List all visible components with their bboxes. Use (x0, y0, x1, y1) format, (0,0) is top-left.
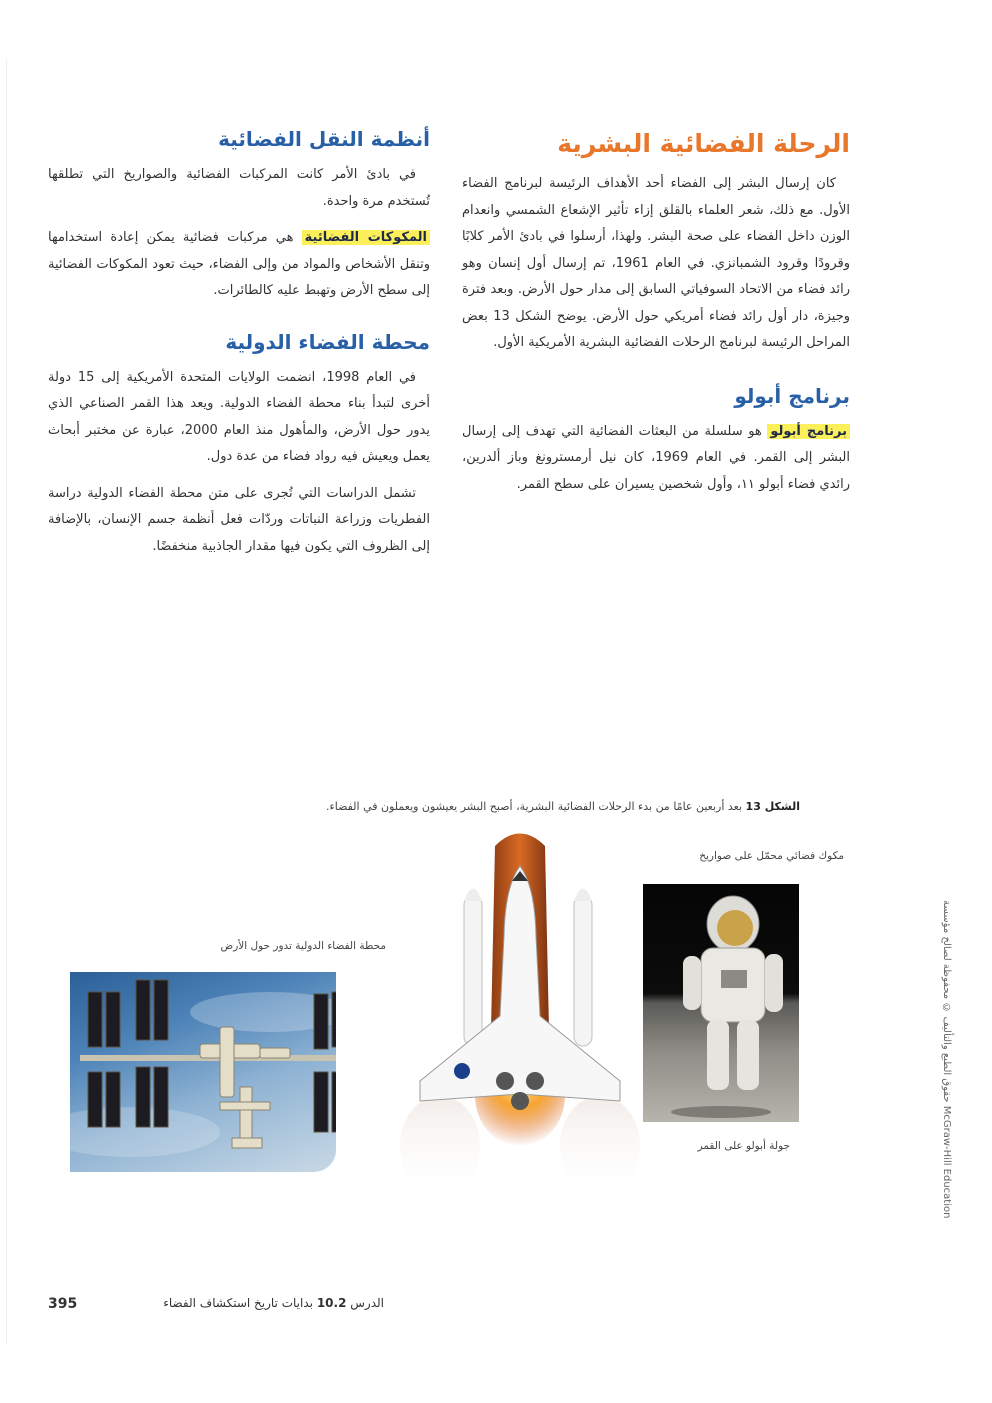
moon-photo (643, 884, 799, 1122)
iss-photo (70, 972, 336, 1172)
shuttle-label: مكوك فضائي محمّل على صواريخ (699, 850, 844, 862)
apollo-term: برنامج أبولو (767, 424, 850, 439)
shuttle-photo (400, 826, 640, 1186)
shuttle-paragraph (48, 225, 430, 305)
iss-label: محطة الفضاء الدولية تدور حول الأرض (220, 940, 386, 952)
apollo-paragraph (462, 419, 850, 499)
main-title: الرحلة الفضائية البشرية (557, 129, 850, 158)
intro-paragraph: كان إرسال البشر إلى الفضاء أحد الأهداف الرئيسة لبرنامج الفضاء الأول. مع ذلك، شعر العلماء بالقلق إزاء تأثير الإشعاع الشمسي وانعدام الوزن داخل الفضاء على صحة البشر. ولهذا، أرسلوا في بادئ الأمر كلابًا وقرودًا وقرود الشمبانزي. في العام 1961، تم إرسال أول إنسان وهو رائد فضاء من الاتحاد السوفياتي السابق إلى مدار حول الأرض. وبعد فترة وجيزة، دار أول رائد فضاء أمريكي حول الأرض. يوضح الشكل 13 بعض المراحل الرئيسة لبرنامج الرحلات الفضائية البشرية الأمريكية الأول. (462, 176, 851, 351)
lesson-number: 10.2 (316, 1296, 347, 1310)
left-column (48, 126, 430, 570)
lesson-prefix: الدرس (350, 1296, 384, 1310)
apollo-title: برنامج أبولو (734, 383, 850, 408)
apollo-text: هو سلسلة من البعثات الفضائية التي تهدف إلى إرسال البشر إلى القمر. في العام 1969، كان نيل أرمسترونغ وباز ألدرين، رائدي فضاء أبولو ١١، وأول شخصين يسيران على سطح القمر. (462, 423, 850, 492)
shuttle-term: المكوكات الفضائية (302, 230, 430, 245)
research-paragraph: تشمل الدراسات التي تُجرى على متن محطة الفضاء الدولية دراسة الفطريات وزراعة النباتات وردّات فعل أنظمة جسم الإنسان، بالإضافة إلى الظروف التي يكون فيها مقدار الجاذبية منخفضًا. (48, 485, 430, 554)
figure-label: الشكل 13 (745, 800, 800, 813)
shuttle-text: هي مركبات فضائية يمكن إعادة استخدامها وتنقل الأشخاص والمواد من وإلى الفضاء، حيث تعود المكوكات الفضائية إلى سطح الأرض وتهبط عليه كالطائرات. (48, 230, 430, 298)
copyright-credit: حقوق الطبع والتأليف © محفوظة لصالح مؤسسة McGraw-Hill Education (941, 900, 952, 1219)
right-column (462, 128, 850, 508)
lesson-title: بدايات تاريخ استكشاف الفضاء (163, 1296, 313, 1310)
lesson-label (163, 1296, 384, 1310)
transport-paragraph: في بادئ الأمر كانت المركبات الفضائية والصواريخ التي تطلقها تُستخدم مرة واحدة. (48, 167, 430, 209)
moon-label: جولة أبولو على القمر (697, 1140, 790, 1152)
shuttle-illustration (400, 826, 640, 1186)
page-number: 395 (48, 1296, 78, 1312)
page-edge-rule (6, 60, 7, 1343)
figure-caption-text: بعد أربعين عامًا من بدء الرحلات الفضائية البشرية، أصبح البشر يعيشون ويعملون في الفضاء. (326, 800, 746, 813)
transport-title: أنظمة النقل الفضائية (218, 127, 430, 151)
figure-caption (200, 800, 800, 813)
station-title: محطة الفضاء الدولية (225, 329, 430, 354)
astronaut-illustration (643, 884, 799, 1122)
station-paragraph: في العام 1998، انضمت الولايات المتحدة الأمريكية إلى 15 دولة أخرى لتبدأ بناء محطة الفضاء الدولية. ويعد هذا القمر الصناعي الذي يدور حول الأرض، والمأهول منذ العام 2000، عبارة عن مختبر أبحاث يعمل ويعيش فيه رواد فضاء من عدة دول. (48, 369, 430, 464)
iss-illustration (70, 972, 336, 1172)
